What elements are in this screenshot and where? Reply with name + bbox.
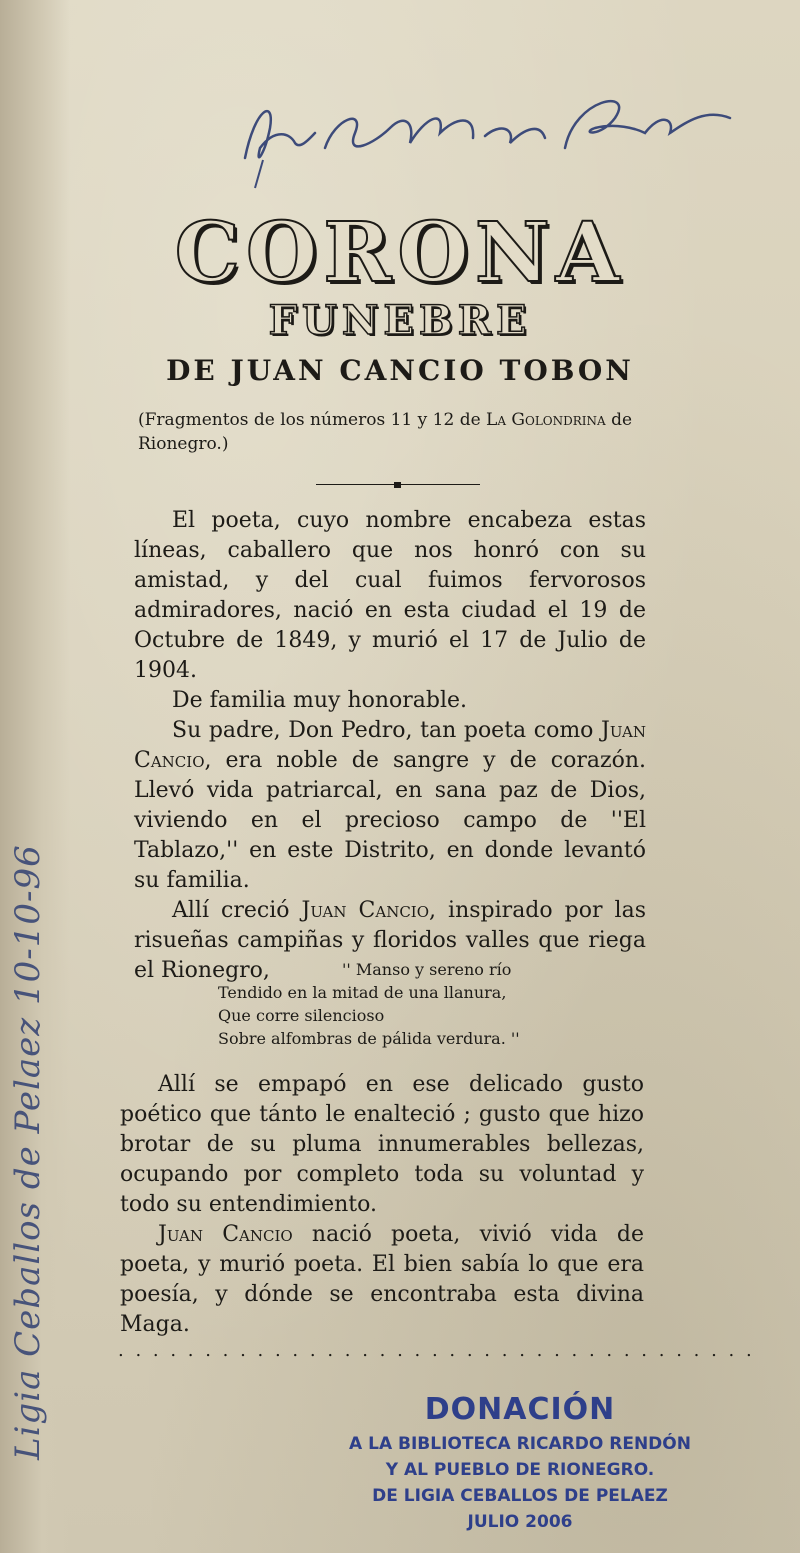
paragraph-3 <box>134 716 646 896</box>
verse-line-2: Tendido en la mitad de una llanura, <box>218 983 507 1002</box>
paragraph-1: El poeta, cuyo nombre encabeza estas líneas, caballero que nos honró con su amistad, y del cual fuimos fervorosos admiradores, nació en esta ciudad el 19 de Octubre de 1849, y murió el 17 de Julio de 1904. <box>134 508 646 683</box>
subtitle-text: (Fragmentos de los números 11 y 12 de <box>138 410 481 430</box>
stamp-line-1: A LA BIBLIOTECA RICARDO RENDÓN <box>349 1434 691 1454</box>
paragraph-2: De familia muy honorable. <box>172 688 468 713</box>
ellipsis-line: . . . . . . . . . . . . . . . . . . . . . . . . . . . . . . . . . . . . . <box>118 1340 755 1361</box>
verse-quote <box>218 958 618 1050</box>
verse-line-4: Sobre alfombras de pálida verdura. '' <box>218 1029 520 1048</box>
handwritten-signature <box>215 88 735 178</box>
donation-stamp <box>330 1392 710 1535</box>
spine-handwriting: Ligia Ceballos de Pelaez 10-10-96 <box>8 844 48 1460</box>
stamp-line-2: Y AL PUEBLO DE RIONEGRO. <box>385 1460 655 1480</box>
paragraph-3-a: Su padre, Don Pedro, tan poeta como <box>172 718 594 743</box>
body-text-part-1 <box>134 506 646 986</box>
body-text-part-2 <box>120 1070 644 1340</box>
stamp-line-3: DE LIGIA CEBALLOS DE PELAEZ <box>372 1486 668 1506</box>
paragraph-3-b: , era noble de sangre y de corazón. Llevó vida patriarcal, en sana paz de Dios, viviendo en el precioso campo de ''El Tablazo,'' en este Distrito, en donde levantó su familia. <box>134 748 646 893</box>
paragraph-6-name: Juan Cancio <box>158 1222 293 1247</box>
paragraph-3-name: Juan Cancio <box>134 718 646 773</box>
subtitle-tail: de Rionegro.) <box>138 410 633 454</box>
paragraph-4-a: Allí creció <box>172 898 290 923</box>
paragraph-4-b: , inspirado por las risueñas campiñas y floridos valles que riega el Rionegro, <box>134 898 646 983</box>
title-name: DE JUAN CANCIO TOBON <box>166 354 634 387</box>
stamp-title: DONACIÓN <box>424 1392 616 1427</box>
title-corona: CORONA <box>174 205 626 301</box>
ornamental-rule <box>316 482 480 488</box>
paragraph-5: Allí se empapó en ese delicado gusto poético que tánto le enalteció ; gusto que hizo brotar de su pluma innumerables bellezas, ocupando por completo toda su voluntad y todo su entendimiento. <box>120 1072 644 1217</box>
verse-line-3: Que corre silencioso <box>218 1006 385 1025</box>
subtitle-publication: La Golondrina <box>486 410 606 430</box>
subtitle <box>138 408 658 456</box>
rule-ornament <box>394 482 401 488</box>
stamp-line-4: JULIO 2006 <box>467 1512 573 1532</box>
paragraph-6-b: nació poeta, vivió vida de poeta, y murió poeta. El bien sabía lo que era poesía, y dónde se encontraba esta divina Maga. <box>120 1222 644 1337</box>
verse-line-1: '' Manso y sereno río <box>342 960 512 979</box>
paragraph-4-name: Juan Cancio <box>301 898 430 923</box>
paragraph-6 <box>120 1220 644 1340</box>
title-funebre: FUNEBRE <box>268 297 532 344</box>
